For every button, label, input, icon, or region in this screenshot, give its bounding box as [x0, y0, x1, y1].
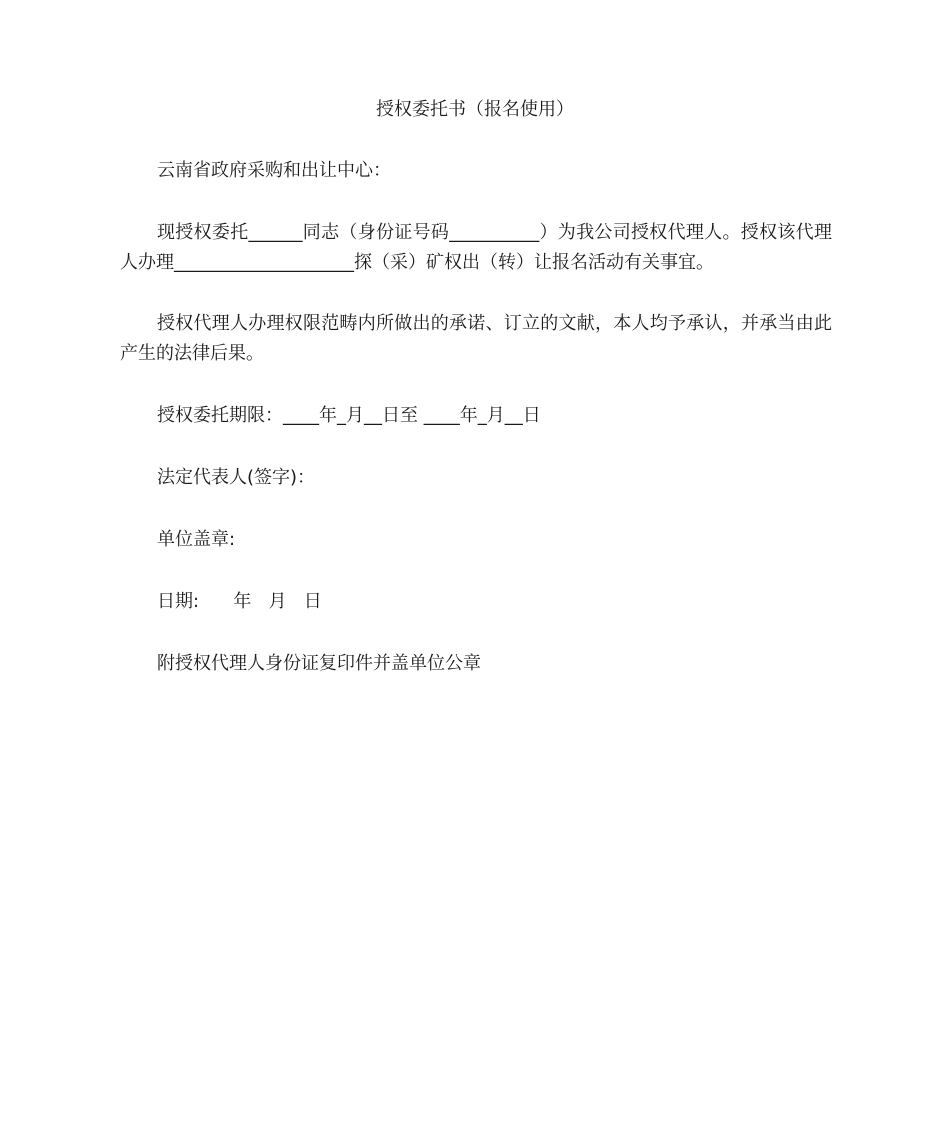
document-title: 授权委托书（报名使用）	[376, 99, 574, 120]
attachment-note: 附授权代理人身份证复印件并盖单位公章	[157, 653, 481, 674]
authorization-paragraph: 现授权委托______同志（身份证号码__________）为我公司授权代理人。授权该代理人办理____________________探（采）矿权出（转）让报名活动有关事宜。	[120, 222, 832, 273]
authorization-period: 授权委托期限：____年_月__日至 ____年_月__日	[157, 405, 541, 426]
liability-paragraph: 授权代理人办理权限范畴内所做出的承诺、订立的文献，本人均予承认，并承当由此产生的法律后果。	[120, 313, 832, 364]
date-line: 日期: 年 月 日	[157, 591, 322, 612]
addressee: 云南省政府采购和出让中心：	[157, 160, 391, 181]
unit-seal: 单位盖章:	[157, 529, 236, 550]
legal-representative-signature: 法定代表人(签字)：	[157, 467, 316, 488]
